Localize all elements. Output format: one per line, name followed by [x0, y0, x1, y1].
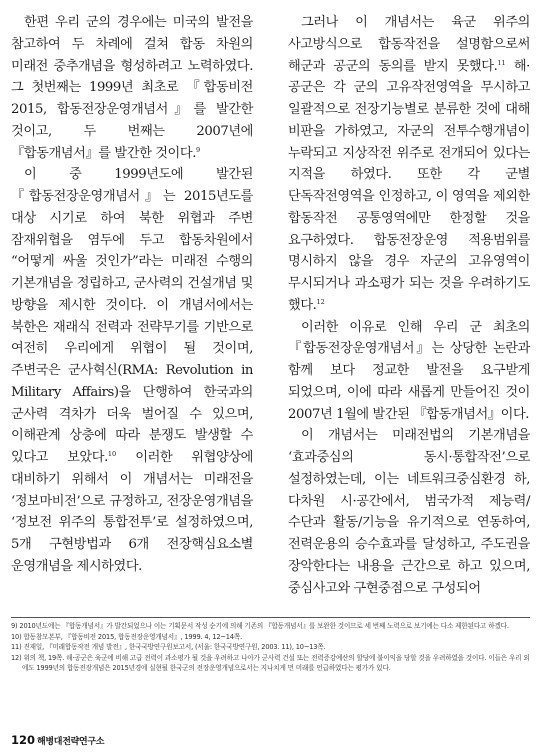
page-number: 120	[11, 733, 36, 747]
right-column	[288, 12, 530, 599]
paragraph	[11, 12, 253, 164]
footnote: 10) 합동참모본부, 『합동비전 2015, 합동전장운영개념서』, 1999. 4, 12~14쪽.	[11, 632, 243, 641]
paragraph-text: 이러한 이유로 인해 우리 군 최초의 『합동전장운영개념서』는 상당한 논란과 함께 보다 정교한 발전을 요구받게 되었으며, 이에 따라 새롭게 만들어진 것이 2007년 1월에 발간된 『합동개념서』이다.	[288, 319, 530, 422]
footnotes	[11, 621, 530, 674]
footnote: 11) 진재일, 『미래합동작전 개념 발전』, 한국국방연구원보고서, (서울: 한국국방연구원, 2003. 11), 10~13쪽.	[11, 643, 326, 652]
paragraph-text: 한편 우리 군의 경우에는 미국의 발전을 참고하여 두 차례에 걸쳐 합동 차원의 미래전 중추개념을 형성하려고 노력하였다. 그 첫번째는 1999년 최초로 『합동비전 2015, 합동전장운영개념서』를 발간한 것이고, 두 번째는 2007년에 『합동개념서』를 발간한 것이다.	[11, 15, 253, 161]
paragraph-text: 이 개념서는 미래전법의 기본개념을 ‘효과중심의 동시·통합작전’으로 설정하였는데, 이는 네트워크중심환경 하, 다차원 시·공간에서, 범국가적 제능력/수단과 활동/기능을 유기적으로 연동하여, 전력운용의 승수효과를 달성하고, 주도권을 장악한다는 내용을 근간으로 하고 있으며, 중심사고와 구현중점으로 구성되어	[288, 428, 530, 596]
footnote-ref[interactable]: 12	[316, 297, 325, 306]
paragraph	[288, 317, 530, 426]
left-column	[11, 12, 253, 578]
paragraph	[288, 425, 530, 599]
paragraph-text: 그러나 이 개념서는 육군 위주의 사고방식으로 합동작전을 설명함으로써 해군과 공군의 동의를 받지 못했다.	[288, 15, 530, 74]
paragraph-text: 해·공군은 각 군의 고유작전영역을 무시하고 일괄적으로 전장기능별로 분류한 것에 대해 비판을 가하였고, 자군의 전투수행개념이 누락되고 지상작전 위주로 전개되어 있다는 지적을 하였다. 또한 각 군별 단독작전영역을 인정하고, 이 영역을 제외한 합동작전 공통영역에만 한정할 것을 요구하였다. 합동전장운영 적용범위를 명시하지 않을 경우 자군의 고유영역이 무시되거나 과소평가 되는 것을 우려하기도 했다.	[288, 58, 530, 313]
institute-name: 해병대전략연구소	[37, 737, 105, 747]
page-footer	[11, 729, 104, 748]
footnote: 9) 2010년도에는 『합동개념서』가 발간되었으나 이는 기획문서 작성 순기에 의해 기존의 『합동개념서』를 보완한 것이므로 세 번째 노력으로 보기에는 다소 제한된다고 하겠다.	[11, 622, 509, 630]
footnote-divider	[11, 617, 530, 618]
paragraph	[288, 12, 530, 317]
paragraph	[11, 164, 253, 577]
paragraph-text: 이 중 1999년도에 발간된 『합동전장운영개념서』는 2015년도를 대상 시기로 하여 북한 위협과 주변 잠재위협을 염두에 두고 합동차원에서 “어떻게 싸울 것인가”라는 미래전 수행의 기본개념을 정립하고, 군사력의 건설개념 및 방향을 제시한 것이다. 이 개념서에서는 북한은 재래식 전력과 전략무기를 기반으로 여전히 우리에게 위협이 될 것이며, 주변국은 군사혁신(RMA: Revolution in Military Affairs)을 단행하여 한국과의 군사력 격차가 더욱 벌어질 수 있으며, 이해관계 상충에 따라 분쟁도 발생할 수 있다고 보았다.	[11, 167, 253, 465]
footnote: 12) 위의 책, 19쪽. 해·공군은 육군에 비해 고급 전력이 과소평가 될 것을 우려하고 나아가 군사력 건설 또는 전력증강예산의 할당에 불이익을 당할 것을 우려하였을 것이다. 이들은 우리 외에도 1999년의 합동전장개념은 2015년경에 실현될 한국군의 전장운영개념으로서는 지나치게 먼 미래를 언급하였다는 평가가 있다.	[11, 653, 530, 673]
paragraph-text: 이러한 위협양상에 대비하기 위해서 이 개념서는 미래전을 ‘정보마비전’으로 규정하고, 전장운영개념을 ‘정보전 위주의 통합전투’로 설정하였으며, 5개 구현방법과 6개 전장핵심요소별 운영개념을 제시하였다.	[11, 450, 253, 574]
footnote-ref[interactable]: 11	[497, 58, 506, 67]
footnote-ref[interactable]: 9	[196, 145, 201, 154]
footnote-ref[interactable]: 10	[107, 450, 117, 458]
